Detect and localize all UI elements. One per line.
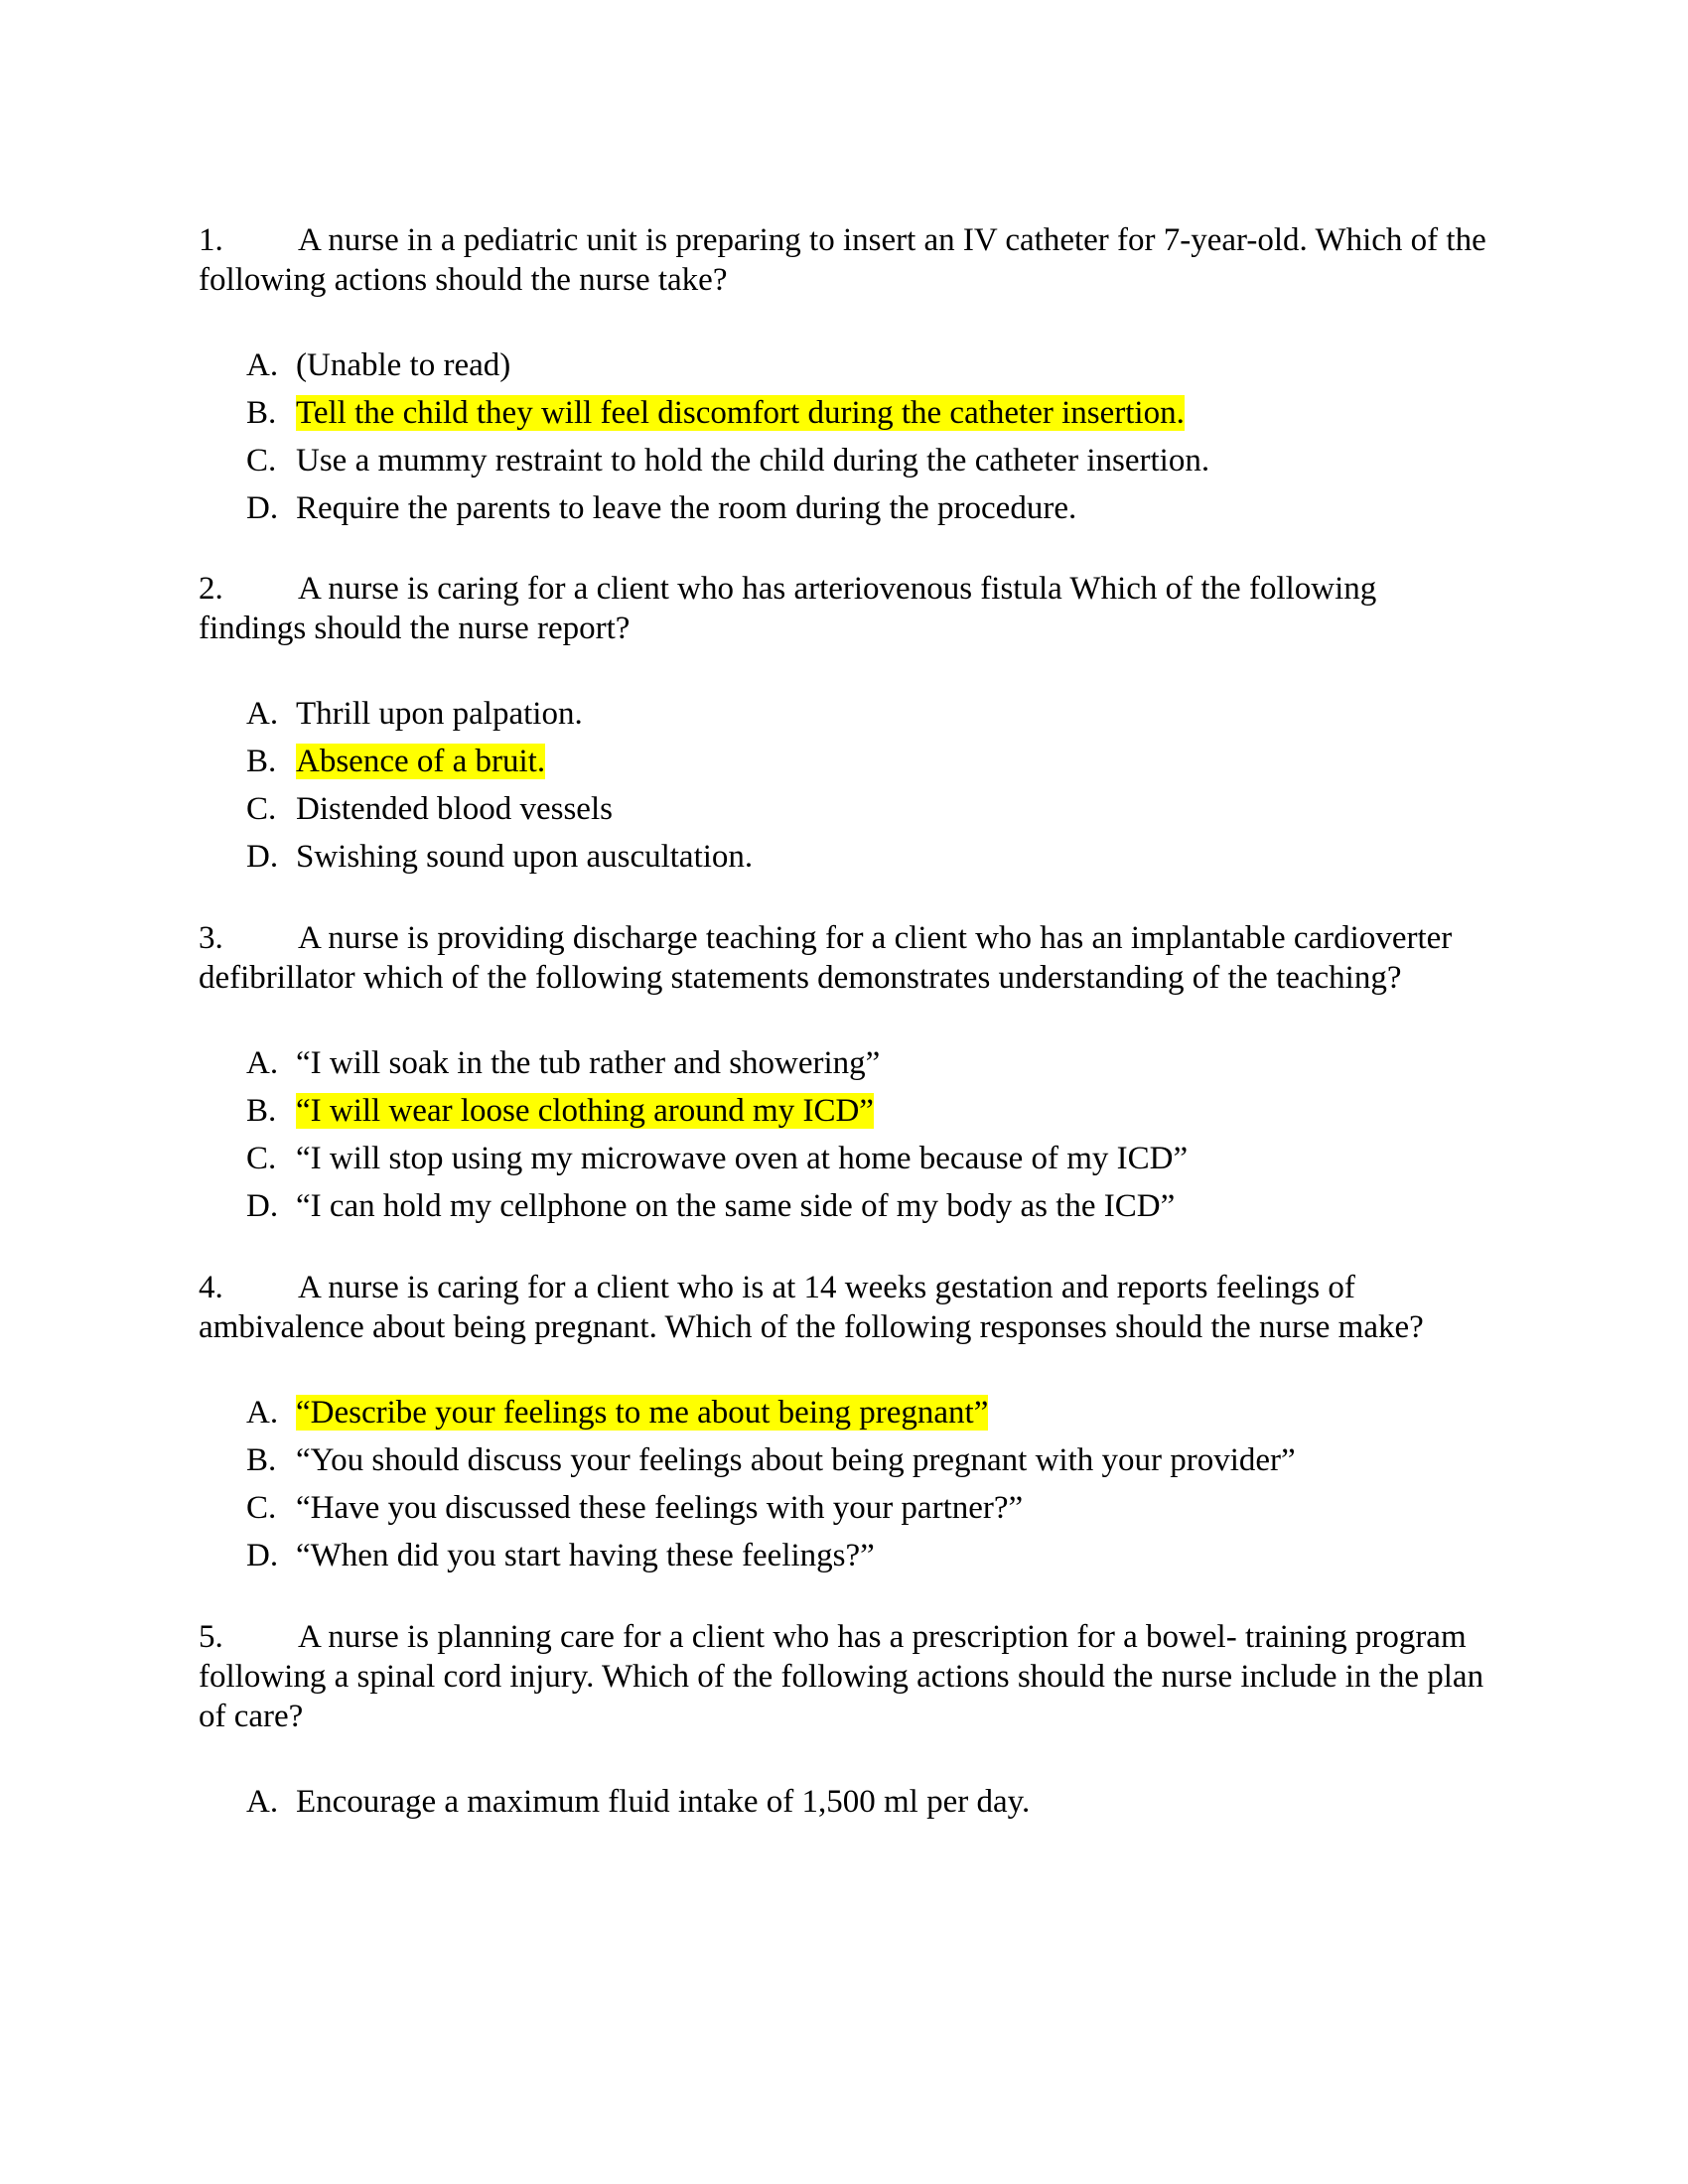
question-text: A nurse is caring for a client who is at 14 weeks gestation and reports feelings of ambivalence about being pregnant. Which of the following responses should the nurse make? — [199, 1270, 1424, 1345]
answer-option-b — [246, 1087, 1537, 1135]
answer-option-d — [246, 1532, 1537, 1579]
answer-option-a — [246, 1778, 1537, 1826]
option-letter: A. — [246, 1045, 279, 1081]
answer-option-c — [246, 437, 1537, 484]
option-letter: A. — [246, 1395, 279, 1431]
option-text: “I will soak in the tub rather and showering” — [296, 1045, 881, 1081]
answer-option-a — [246, 690, 1537, 738]
question-1 — [199, 220, 1489, 532]
option-letter: C. — [246, 443, 277, 478]
answer-option-a — [246, 1039, 1537, 1087]
answer-option-a — [246, 1389, 1537, 1436]
option-text: “When did you start having these feelings?” — [296, 1538, 875, 1573]
question-4 — [199, 1268, 1489, 1579]
option-letter: C. — [246, 1490, 277, 1526]
option-text-highlighted: Tell the child they will feel discomfort during the catheter insertion. — [296, 395, 1185, 431]
option-letter: C. — [246, 1141, 277, 1176]
option-text: “You should discuss your feelings about being pregnant with your provider” — [296, 1442, 1296, 1478]
question-text: A nurse is providing discharge teaching for a client who has an implantable cardioverter defibrillator which of the following statements demonstrates understanding of the teaching? — [199, 920, 1453, 996]
question-stem — [199, 220, 1489, 300]
option-letter: A. — [246, 1784, 279, 1820]
option-text: Thrill upon palpation. — [296, 696, 583, 732]
question-stem — [199, 1617, 1489, 1736]
option-letter: C. — [246, 791, 277, 827]
question-number: 2. — [199, 571, 223, 607]
option-text-highlighted: “I will wear loose clothing around my ICD” — [296, 1093, 874, 1129]
option-letter: B. — [246, 744, 277, 779]
question-3 — [199, 918, 1489, 1230]
question-stem — [199, 1268, 1489, 1347]
option-letter: D. — [246, 1538, 279, 1573]
question-text: A nurse is caring for a client who has arteriovenous fistula Which of the following findings should the nurse report? — [199, 571, 1377, 646]
question-number: 5. — [199, 1619, 223, 1655]
answer-options — [246, 341, 1537, 532]
answer-options — [246, 1039, 1537, 1230]
option-text-highlighted: “Describe your feelings to me about being pregnant” — [296, 1395, 989, 1431]
answer-options — [246, 1389, 1537, 1579]
option-letter: A. — [246, 696, 279, 732]
question-stem — [199, 569, 1489, 648]
question-text: A nurse is planning care for a client who has a prescription for a bowel- training program following a spinal cord injury. Which of the following actions should the nurse include in the plan of care? — [199, 1619, 1484, 1734]
answer-option-c — [246, 1135, 1537, 1182]
question-2 — [199, 569, 1489, 881]
option-text: (Unable to read) — [296, 347, 511, 383]
option-text: Encourage a maximum fluid intake of 1,500 ml per day. — [296, 1784, 1031, 1820]
option-letter: D. — [246, 490, 279, 526]
question-number: 1. — [199, 222, 223, 258]
option-text-highlighted: Absence of a bruit. — [296, 744, 546, 779]
answer-option-c — [246, 1484, 1537, 1532]
option-letter: B. — [246, 1093, 277, 1129]
answer-option-d — [246, 484, 1537, 532]
answer-option-b — [246, 738, 1537, 785]
answer-option-a — [246, 341, 1537, 389]
option-letter: B. — [246, 395, 277, 431]
option-letter: A. — [246, 347, 279, 383]
option-text: Distended blood vessels — [296, 791, 613, 827]
question-number: 4. — [199, 1270, 223, 1305]
option-text: Require the parents to leave the room during the procedure. — [296, 490, 1077, 526]
answer-option-b — [246, 1436, 1537, 1484]
option-letter: D. — [246, 839, 279, 875]
option-text: Swishing sound upon auscultation. — [296, 839, 754, 875]
answer-options — [246, 1778, 1537, 1826]
option-text: “I will stop using my microwave oven at home because of my ICD” — [296, 1141, 1189, 1176]
answer-option-d — [246, 833, 1537, 881]
option-letter: B. — [246, 1442, 277, 1478]
answer-options — [246, 690, 1537, 881]
question-number: 3. — [199, 920, 223, 956]
option-text: “I can hold my cellphone on the same side of my body as the ICD” — [296, 1188, 1176, 1224]
option-text: “Have you discussed these feelings with your partner?” — [296, 1490, 1024, 1526]
answer-option-d — [246, 1182, 1537, 1230]
option-letter: D. — [246, 1188, 279, 1224]
question-5 — [199, 1617, 1489, 1826]
option-text: Use a mummy restraint to hold the child during the catheter insertion. — [296, 443, 1210, 478]
question-text: A nurse in a pediatric unit is preparing to insert an IV catheter for 7-year-old. Which of the following actions should the nurse take? — [199, 222, 1486, 298]
question-stem — [199, 918, 1489, 998]
answer-option-c — [246, 785, 1537, 833]
answer-option-b — [246, 389, 1537, 437]
